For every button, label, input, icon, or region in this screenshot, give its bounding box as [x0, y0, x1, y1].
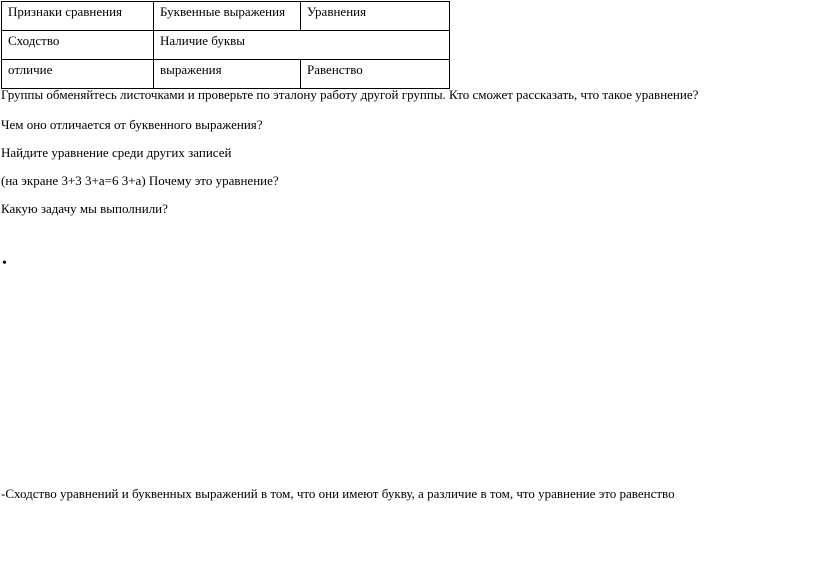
paragraph-group-exchange: Группы обменяйтесь листочками и проверьте по эталону работу другой группы. Кто сможет рассказать, что такое уравнение?: [1, 87, 699, 102]
table-cell: Признаки сравнения: [2, 2, 154, 31]
table-cell: Равенство: [301, 60, 450, 89]
paragraph-difference-question: Чем оно отличается от буквенного выражения?: [1, 117, 263, 132]
table-cell: Сходство: [2, 31, 154, 60]
table-row: [2, 60, 450, 89]
table-cell: выражения: [154, 60, 301, 89]
table-row: [2, 31, 450, 60]
table-cell: отличие: [2, 60, 154, 89]
paragraph-task-question: Какую задачу мы выполнили?: [1, 201, 168, 216]
comparison-table: [1, 1, 450, 89]
table-cell: Уравнения: [301, 2, 450, 31]
paragraph-find-equation: Найдите уравнение среди других записей: [1, 145, 232, 160]
table-cell: Наличие буквы: [154, 31, 450, 60]
table-row: [2, 2, 450, 31]
table-cell: Буквенные выражения: [154, 2, 301, 31]
paragraph-conclusion: -Сходство уравнений и буквенных выражений в том, что они имеют букву, а различие в том, что уравнение это равенство: [1, 486, 675, 501]
bullet-point: •: [2, 256, 7, 271]
paragraph-screen-examples: (на экране 3+3 3+а=6 3+а) Почему это уравнение?: [1, 173, 279, 188]
